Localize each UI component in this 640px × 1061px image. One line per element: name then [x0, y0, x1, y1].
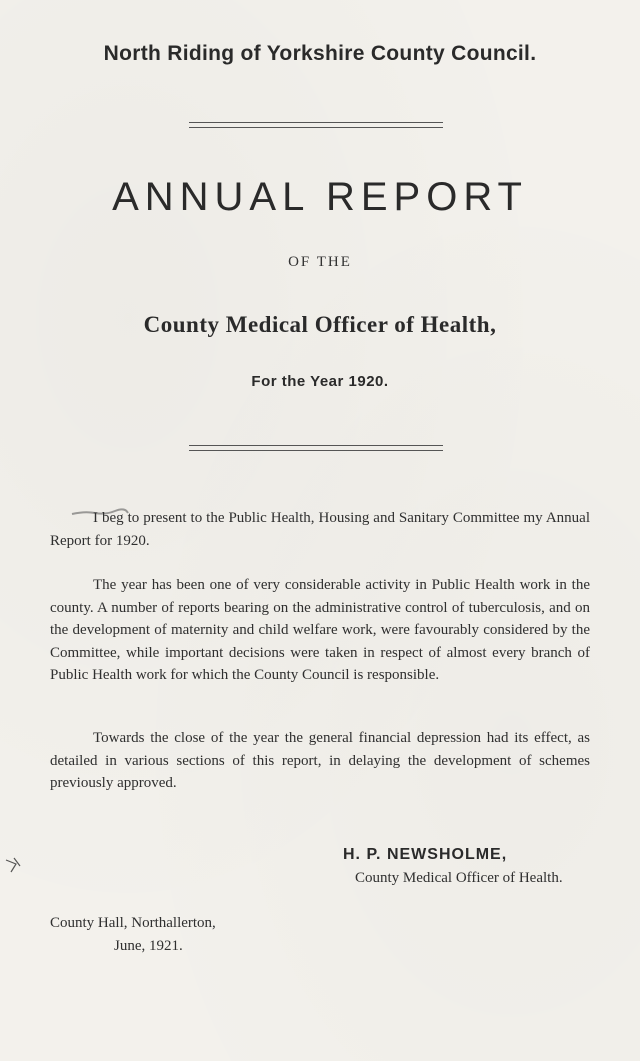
- top-divider: [189, 122, 443, 128]
- officer-title: County Medical Officer of Health,: [143, 312, 497, 337]
- margin-pencil-mark-icon: [2, 848, 32, 878]
- bottom-divider: [189, 445, 443, 451]
- signatory-name: H. P. NEWSHOLME,: [343, 846, 508, 863]
- intro-paragraph: I beg to present to the Public Health, Housing and Sanitary Committee my Annual Report for 1920.: [50, 510, 590, 549]
- council-heading: North Riding of Yorkshire County Council.: [103, 42, 537, 65]
- activity-paragraph: The year has been one of very considerable activity in Public Health work in the county. A number of reports bearing on the administrative control of tuberculosis, and on the development of maternity and child welfare work, were favourably considered by the Committee, while important decisions were taken in respect of almost every branch of Public Health work for which the County Council is responsible.: [50, 577, 590, 683]
- report-year: For the Year 1920.: [251, 373, 389, 390]
- of-the-line: OF THE: [288, 254, 352, 270]
- depression-paragraph: Towards the close of the year the general financial depression had its effect, as detailed in various sections of this report, in delaying the development of schemes previously approved.: [50, 730, 590, 791]
- address-line: County Hall, Northallerton,: [50, 915, 216, 931]
- date-line: June, 1921.: [114, 938, 183, 954]
- signatory-title: County Medical Officer of Health.: [355, 870, 563, 886]
- report-title: ANNUAL REPORT: [112, 175, 528, 219]
